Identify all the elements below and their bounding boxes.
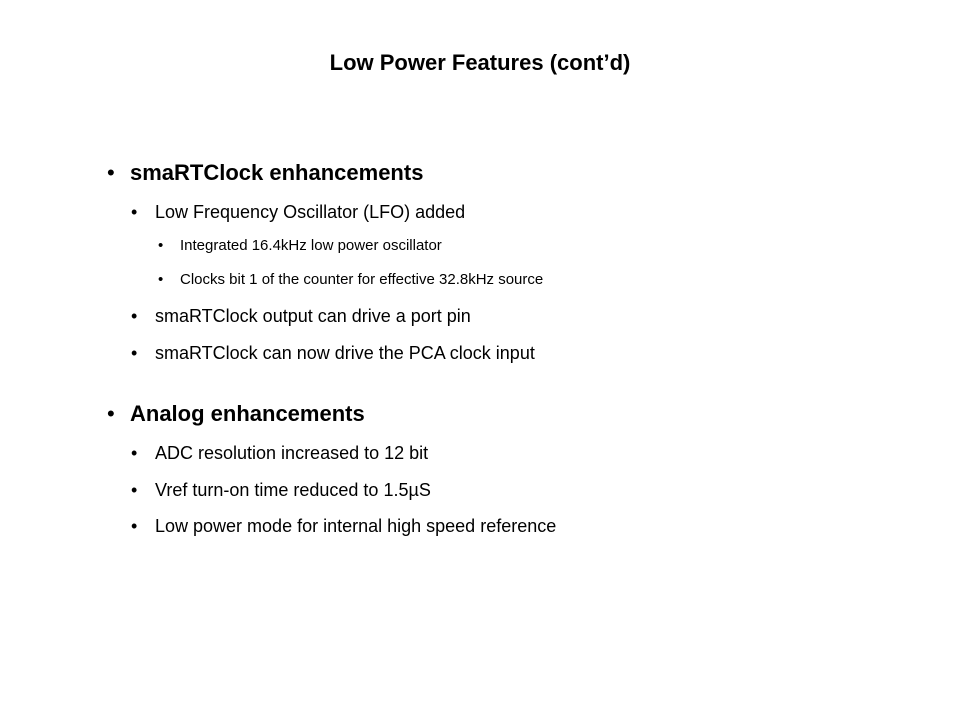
bullet: •: [158, 237, 164, 254]
bullet: •: [131, 306, 138, 326]
bullet: •: [131, 443, 138, 463]
list-item-text: Low power mode for internal high speed reference: [155, 516, 557, 536]
list-item: [131, 441, 731, 465]
sub-list-item: [158, 270, 758, 290]
section-heading-smartclock: [107, 159, 707, 187]
list-item-text: smaRTClock output can drive a port pin: [155, 306, 471, 326]
bullet: •: [131, 480, 138, 500]
list-item-text: smaRTClock can now drive the PCA clock input: [155, 343, 535, 363]
sub-list-item-text: Clocks bit 1 of the counter for effective 32.8kHz source: [180, 271, 544, 288]
list-item-text: ADC resolution increased to 12 bit: [155, 443, 429, 463]
section-heading-text: smaRTClock enhancements: [130, 160, 424, 185]
section-heading-analog: [107, 400, 707, 428]
bullet: •: [131, 343, 138, 363]
list-item-text: Low Frequency Oscillator (LFO) added: [155, 202, 466, 222]
bullet: •: [131, 202, 138, 222]
list-item: [131, 514, 771, 538]
list-item-text: Vref turn-on time reduced to 1.5µS: [155, 480, 431, 500]
bullet: •: [107, 160, 115, 185]
bullet: •: [158, 271, 164, 288]
bullet: •: [131, 516, 138, 536]
sub-list-item: [158, 236, 758, 256]
sub-list-item-text: Integrated 16.4kHz low power oscillator: [180, 237, 442, 254]
slide-title: Low Power Features (cont’d): [329, 50, 631, 75]
list-item: [131, 200, 731, 224]
list-item: [131, 304, 731, 328]
list-item: [131, 478, 731, 502]
bullet: •: [107, 401, 115, 426]
section-heading-text: Analog enhancements: [130, 401, 365, 426]
list-item: [131, 341, 731, 365]
